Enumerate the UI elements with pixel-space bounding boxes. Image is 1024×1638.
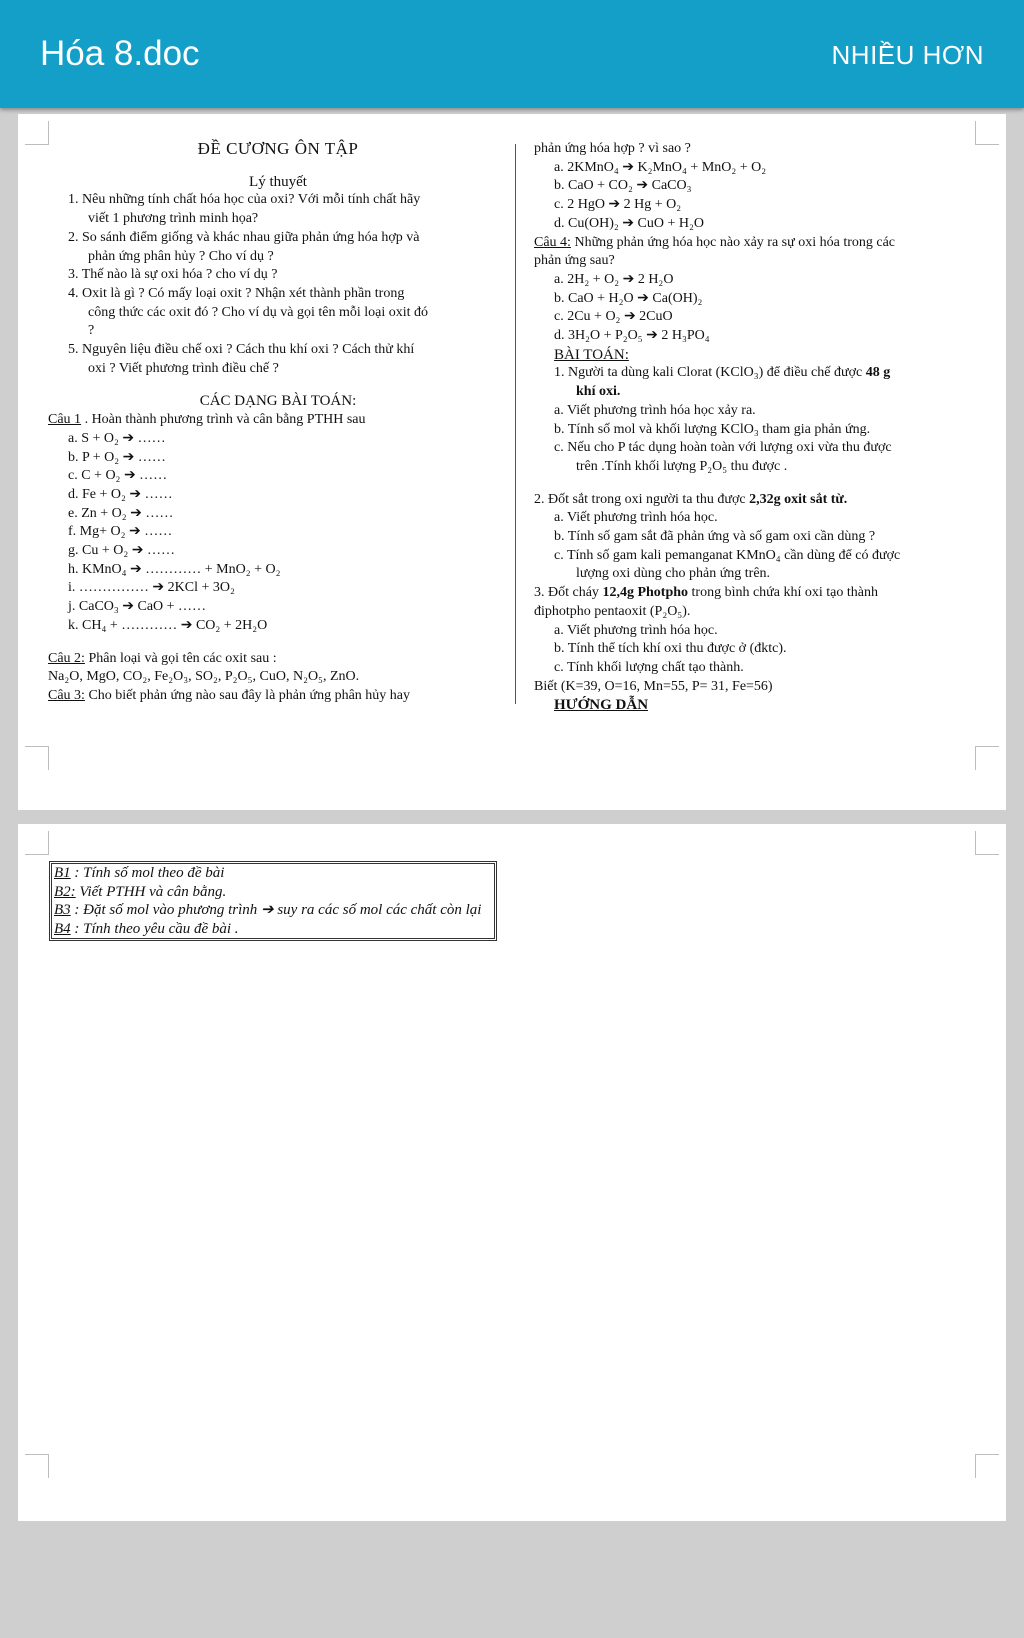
step-label: B2: <box>54 883 76 900</box>
problem-item: b. Tính số gam sắt đã phản ứng và số gam oxi cần dùng ? <box>554 529 876 545</box>
page-corner-mark <box>25 1454 49 1478</box>
problems-heading: BÀI TOÁN: <box>554 346 629 363</box>
step-text: : Đặt số mol vào phương trình ➔ suy ra các số mol các chất còn lại <box>70 902 482 919</box>
problem-item: a. Viết phương trình hóa học. <box>554 622 718 638</box>
problem-value: 2,32g oxit sắt từ. <box>749 491 848 507</box>
theory-heading: Lý thuyết <box>249 173 307 190</box>
app-bar <box>0 0 1024 108</box>
document-page-2[interactable] <box>18 824 1006 1521</box>
guide-box <box>49 861 497 941</box>
problem-item: trên .Tính khối lượng P₂O₅ thu được . <box>576 458 788 474</box>
question-label: Câu 1 <box>48 412 82 428</box>
more-button[interactable]: NHIỀU HƠN <box>831 40 984 70</box>
page-corner-mark <box>975 1454 999 1478</box>
problem-item: c. Tính khối lượng chất tạo thành. <box>554 659 744 675</box>
question-label: Câu 4: <box>534 234 571 250</box>
page-corner-mark <box>975 831 999 855</box>
question-label: Câu 2: <box>48 650 85 666</box>
equation-item: k. CH₄ + ………… ➔ CO₂ + 2H₂O <box>68 617 268 633</box>
guide-step <box>54 883 492 902</box>
problem-2 <box>534 491 989 510</box>
equation-item: a. S + O₂ ➔ …… <box>68 430 166 446</box>
theory-line: 2. So sánh điểm giống và khác nhau giữa phản ứng hóa hợp và <box>68 229 420 245</box>
equation-item: b. CaO + H₂O ➔ Ca(OH)₂ <box>554 290 703 306</box>
equation-item: f. Mg+ O₂ ➔ …… <box>68 524 173 540</box>
theory-line: oxi ? Viết phương trình điều chế ? <box>88 360 279 376</box>
equation-item: d. Cu(OH)₂ ➔ CuO + H₂O <box>554 215 704 231</box>
question-text: Phân loại và gọi tên các oxit sau : <box>84 650 277 666</box>
problem-item: lượng oxi dùng cho phản ứng trên. <box>576 566 771 582</box>
problem-text: 3. Đốt cháy <box>534 585 603 601</box>
step-label: B4 <box>54 920 71 937</box>
oxide-list: Na₂O, MgO, CO₂, Fe₂O₃, SO₂, P₂O₅, CuO, N₂O₅, ZnO. <box>48 669 360 685</box>
column-divider <box>515 144 516 704</box>
problem-text: trong bình chứa khí oxi tạo thành <box>688 585 878 601</box>
equation-item: b. P + O₂ ➔ …… <box>68 449 166 465</box>
step-label: B3 <box>54 902 71 919</box>
theory-line: phản ứng phân hủy ? Cho ví dụ ? <box>88 248 274 264</box>
problem-item: b. Tính thể tích khí oxi thu được ở (đktc). <box>554 641 787 657</box>
theory-line: 5. Nguyên liệu điều chế oxi ? Cách thu khí oxi ? Cách thử khí <box>68 342 415 358</box>
problem-text: điphotpho pentaoxit (P₂O₅). <box>534 603 691 619</box>
right-column <box>534 140 989 715</box>
page-corner-mark <box>25 746 49 770</box>
equation-item: a. 2KMnO₄ ➔ K₂MnO₄ + MnO₂ + O₂ <box>554 159 767 175</box>
question-text: . Hoàn thành phương trình và cân bằng PTHH sau <box>81 412 366 428</box>
guide-step <box>54 920 492 939</box>
problem-item: a. Viết phương trình hóa học. <box>554 510 718 526</box>
question-4 <box>534 234 989 253</box>
equation-item: a. 2H₂ + O₂ ➔ 2 H₂O <box>554 271 674 287</box>
equation-item: d. 3H₂O + P₂O₅ ➔ 2 H₃PO₄ <box>554 328 710 344</box>
equation-item: b. CaO + CO₂ ➔ CaCO₃ <box>554 178 692 194</box>
equation-item: d. Fe + O₂ ➔ …… <box>68 486 173 502</box>
problem-value: 48 g <box>865 365 891 381</box>
page-corner-mark <box>975 746 999 770</box>
question-1 <box>48 411 508 430</box>
equation-item: c. 2 HgO ➔ 2 Hg + O₂ <box>554 197 682 213</box>
step-text: : Tính theo yêu cầu đề bài . <box>70 920 239 937</box>
theory-line: 3. Thế nào là sự oxi hóa ? cho ví dụ ? <box>68 267 278 283</box>
problem-item: c. Tính số gam kali pemanganat KMnO₄ cần dùng để có được <box>554 547 901 563</box>
problem-value: 12,4g Photpho <box>602 585 689 601</box>
question-3 <box>48 687 508 706</box>
equation-item: c. 2Cu + O₂ ➔ 2CuO <box>554 309 673 325</box>
guide-step <box>54 901 492 920</box>
equation-item: c. C + O₂ ➔ …… <box>68 468 168 484</box>
problem-text: 2. Đốt sắt trong oxi người ta thu được <box>534 491 750 507</box>
step-text: Viết PTHH và cân bằng. <box>75 883 227 900</box>
question-text: phản ứng sau? <box>534 253 615 269</box>
exercise-heading: CÁC DẠNG BÀI TOÁN: <box>199 393 357 410</box>
equation-item: j. CaCO₃ ➔ CaO + …… <box>68 599 207 615</box>
theory-line: viết 1 phương trình minh họa? <box>88 211 259 227</box>
question-text: Cho biết phản ứng nào sau đây là phản ứng phân hủy hay <box>84 687 411 703</box>
problem-1 <box>534 364 989 383</box>
problem-text: khí oxi. <box>576 384 621 400</box>
equation-item: h. KMnO₄ ➔ ………… + MnO₂ + O₂ <box>68 561 281 577</box>
problem-3 <box>534 584 989 603</box>
outline-title: ĐỀ CƯƠNG ÔN TẬP <box>197 139 359 158</box>
guide-heading: HƯỚNG DẪN <box>554 697 649 714</box>
problem-item: a. Viết phương trình hóa học xảy ra. <box>554 402 756 418</box>
theory-line: công thức các oxit đó ? Cho ví dụ và gọi tên mỗi loại oxit đó <box>88 304 429 320</box>
page-corner-mark <box>25 121 49 145</box>
question-2 <box>48 650 508 669</box>
equation-item: i. …………… ➔ 2KCl + 3O₂ <box>68 580 235 596</box>
guide-step <box>54 864 492 883</box>
problem-text: 1. Người ta dùng kali Clorat (KClO₃) để điều chế được <box>554 365 866 381</box>
theory-line: 1. Nêu những tính chất hóa học của oxi? Với mỗi tính chất hãy <box>68 192 421 208</box>
document-title: Hóa 8.doc <box>40 34 200 73</box>
left-column <box>48 140 508 706</box>
theory-line: ? <box>88 323 95 339</box>
theory-line: 4. Oxit là gì ? Có mấy loại oxit ? Nhận xét thành phần trong <box>68 285 405 301</box>
question-label: Câu 3: <box>48 687 85 703</box>
page-corner-mark <box>25 831 49 855</box>
problem-item: c. Nếu cho P tác dụng hoàn toàn với lượng oxi vừa thu được <box>554 440 892 456</box>
equation-item: g. Cu + O₂ ➔ …… <box>68 543 175 559</box>
question-text: Những phản ứng hóa học nào xảy ra sự oxi hóa trong các <box>570 234 896 250</box>
given-constants: Biết (K=39, O=16, Mn=55, P= 31, Fe=56) <box>534 678 773 694</box>
question-text: phản ứng hóa hợp ? vì sao ? <box>534 141 691 156</box>
equation-item: e. Zn + O₂ ➔ …… <box>68 505 174 521</box>
problem-item: b. Tính số mol và khối lượng KClO₃ tham gia phản ứng. <box>554 421 871 437</box>
step-label: B1 <box>54 865 71 881</box>
step-text: : Tính số mol theo đề bài <box>70 865 225 881</box>
document-page-1[interactable] <box>18 114 1006 810</box>
